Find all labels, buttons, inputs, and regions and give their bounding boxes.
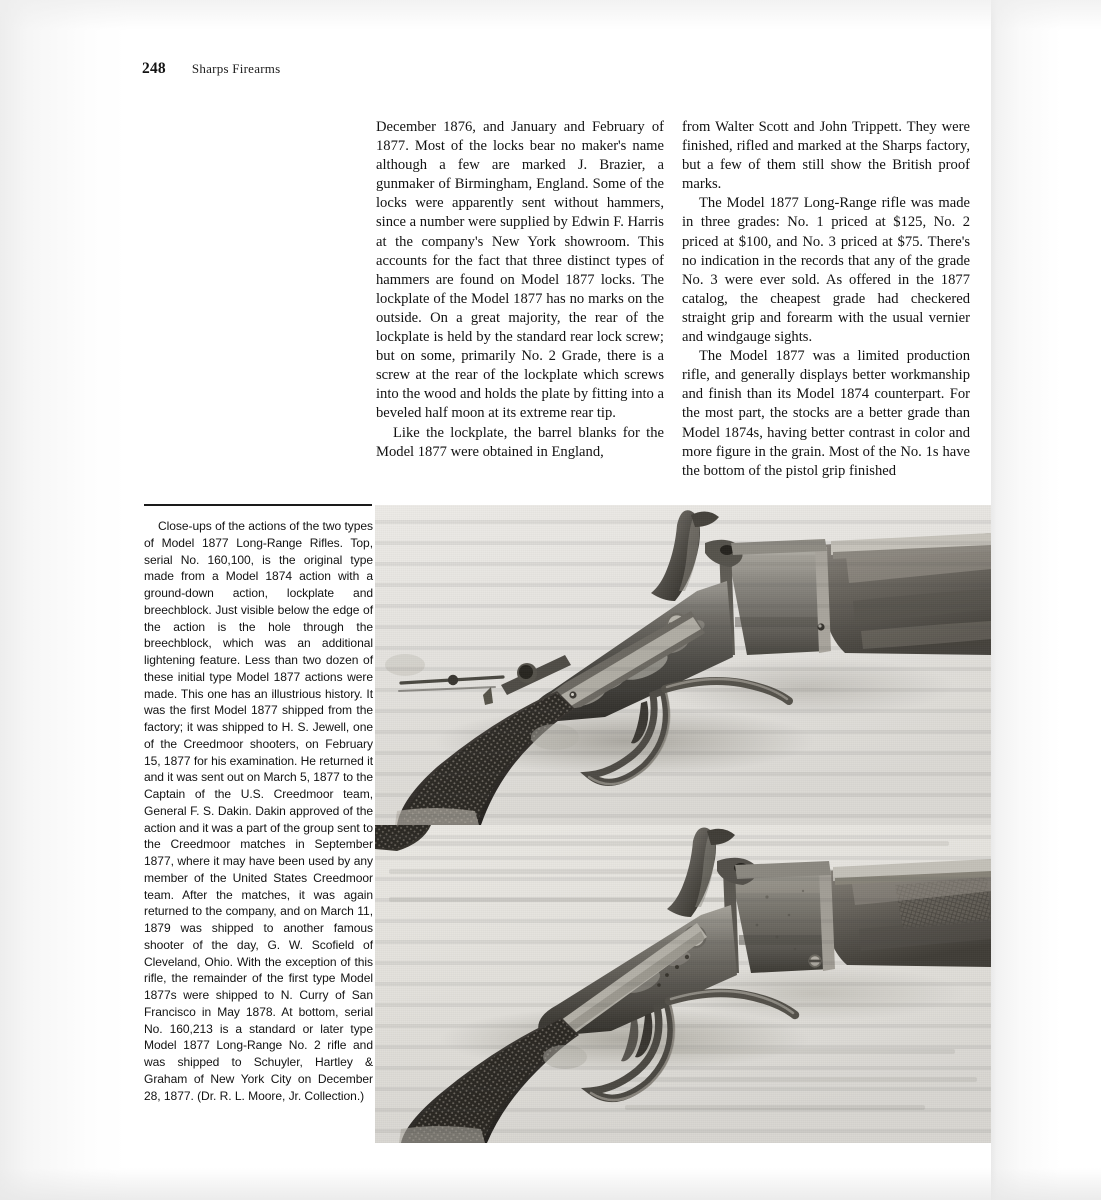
body-paragraph: Like the lockplate, the barrel blanks for the Model 1877 were obtained in England, [376,424,664,460]
running-head [142,60,280,78]
figure-caption [144,518,373,1104]
page-left-gutter-shadow [0,0,128,1200]
caption-divider-rule [144,504,372,506]
photograph-plate [375,505,991,1143]
photo-rifle-top [375,505,991,825]
body-paragraph: The Model 1877 was a limited production rifle, and generally displays better workmanship and finish than its Model 1874 counterpart. For the most part, the stocks are a better grade than Model 1874s, having better contrast in color and more figure in the grain. Most of the No. 1s have the bottom of the pistol grip finished [682,348,970,479]
page-bottom-edge-shadow [0,1168,1101,1200]
body-paragraph: December 1876, and January and February of 1877. Most of the locks bear no maker's name although a few are marked J. Brazier, a gunmaker of Birmingham, England. Some of the locks were apparently sent without hammers, since a number were supplied by Edwin F. Harris at the company's New York showroom. This accounts for the fact that three distinct types of hammers are found on Model 1877 locks. The lockplate of the Model 1877 has no marks on the outside. On a great majority, the rear of the lockplate is held by the standard rear lock screw; but on some, primarily No. 2 Grade, there is a screw at the rear of the lockplate which screws into the wood and holds the plate by fitting into a beveled half moon at its extreme rear tip. [376,119,664,422]
body-paragraph: from Walter Scott and John Trippett. They were finished, rifled and marked at the Sharps factory, but a few of them still show the British proof marks. [682,119,970,193]
body-column-left [376,118,664,462]
caption-text: Close-ups of the actions of the two types of Model 1877 Long-Range Rifles. Top, serial No. 160,100, is the original type made from a Model 1874 action with a ground-down action, lockplate and breechblock. Just visible below the edge of the action is the hole through the breechblock, which was an additional lightening feature. Less than two dozen of these initial type Model 1877 actions were made. This one has an illustrious history. It was the first Model 1877 shipped from the factory; it was shipped to H. S. Jewell, one of the Creedmoor shooters, on February 15, 1877 for his examination. He returned it and it was sent out on March 5, 1877 to the Captain of the U.S. Creedmoor team, General F. S. Dakin. Dakin approved of the action and it was a part of the group sent to the Creedmoor matches in September 1877, where it may have been used by any member of the United States Creedmoor team. After the matches, it was again returned to the company, and on March 11, 1879 was shipped to another famous shooter of the day, G. W. Scofield of Cleveland, Ohio. With the exception of this rifle, the remainder of the first type Model 1877s were shipped to N. Curry of San Francisco in May 1878. At bottom, serial No. 160,213 is a standard or later type Model 1877 Long-Range No. 2 rifle and was shipped to Schuyler, Hartley & Graham of New York City on December 28, 1877. (Dr. R. L. Moore, Jr. Collection.) [144,519,373,1103]
page-number: 248 [142,60,166,77]
page-right-edge-shadow [991,0,1101,1200]
body-paragraph: The Model 1877 Long-Range rifle was made in three grades: No. 1 priced at $125, No. 2 priced at $100, and No. 3 priced at $75. There's no indication in the records that any of the grade No. 3 were ever sold. As offered in the 1877 catalog, the cheapest grade had checkered straight grip and forearm with the usual vernier and windgauge sights. [682,195,970,346]
page-top-edge-shadow [0,0,1101,30]
photo-rifle-bottom [375,825,991,1143]
body-column-right [682,118,970,481]
running-title: Sharps Firearms [191,61,281,76]
